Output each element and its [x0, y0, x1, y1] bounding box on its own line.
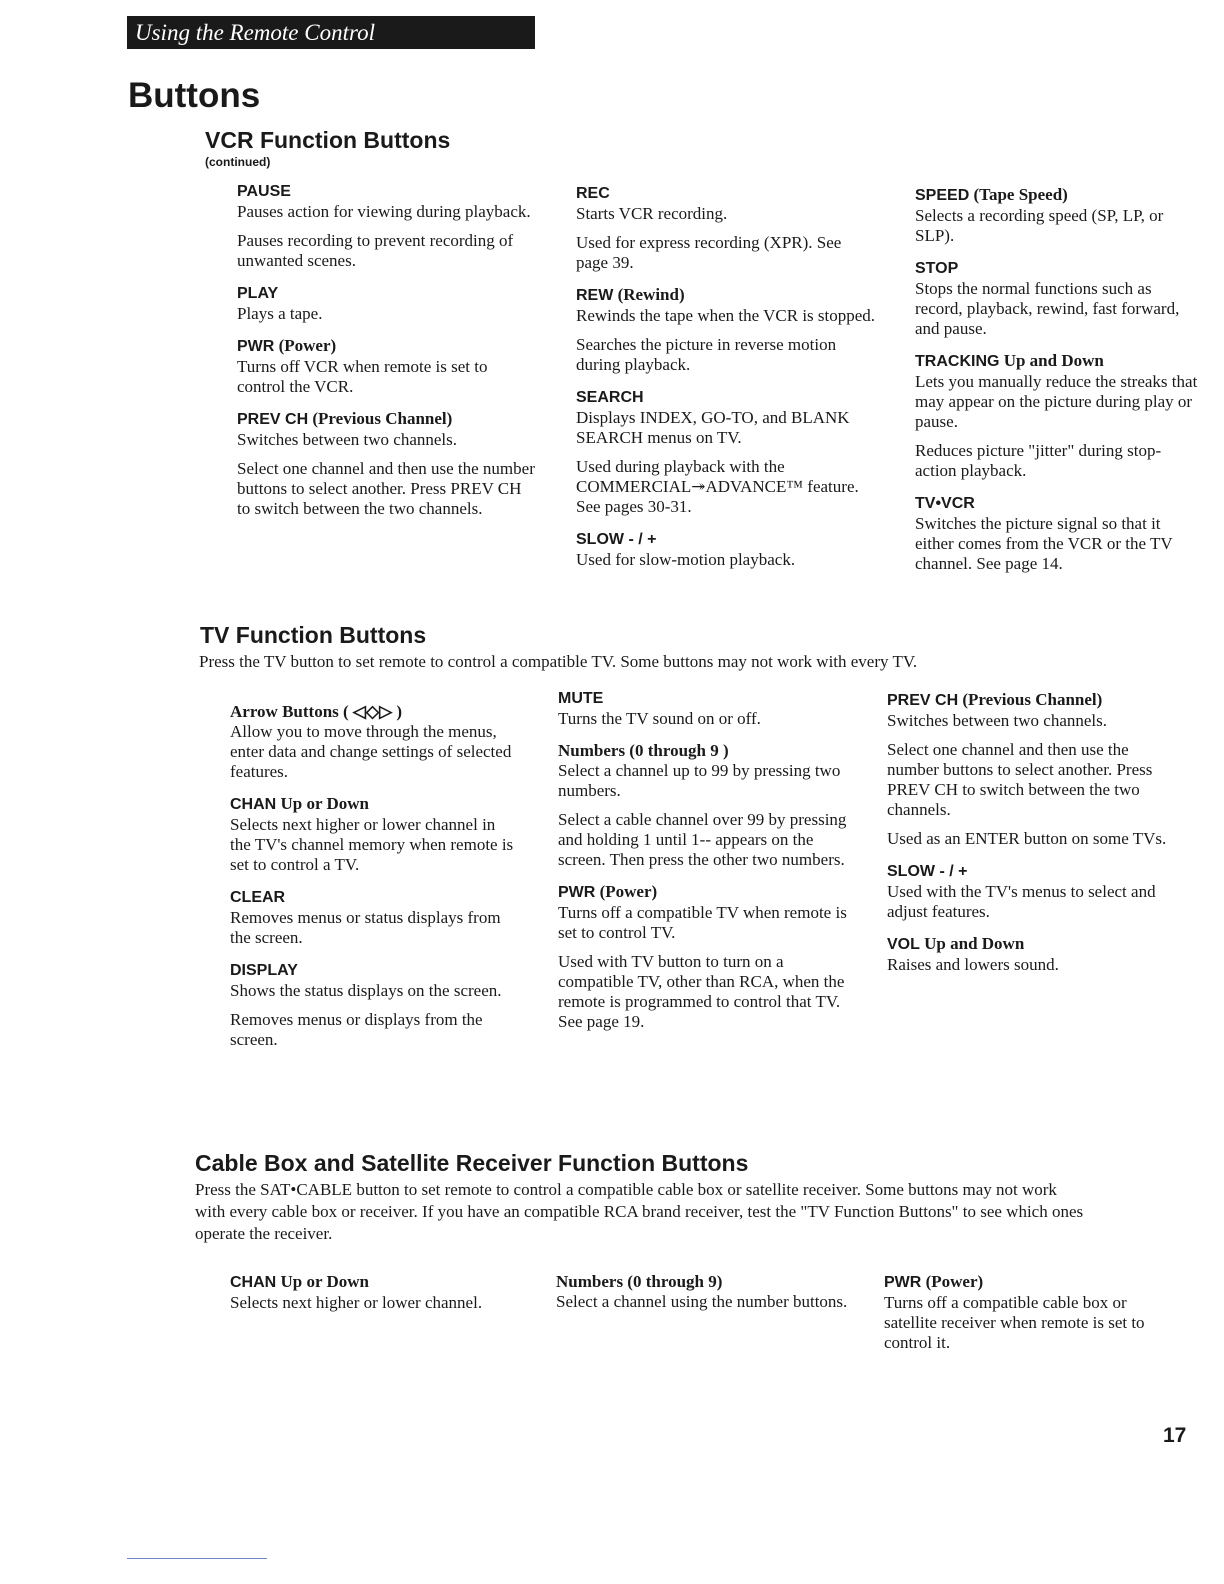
button-entry [915, 185, 1200, 246]
button-entry [576, 285, 876, 375]
button-term [558, 741, 853, 761]
button-qualifier: (Power) [599, 882, 658, 901]
button-description: Used for slow-motion playback. [576, 550, 796, 569]
button-description: Raises and lowers sound. [887, 955, 1059, 974]
button-qualifier: Arrow Buttons ( ◁◇▷ ) [230, 702, 403, 721]
button-key-name: DISPLAY [230, 962, 298, 979]
button-qualifier: Up and Down [1003, 351, 1104, 370]
button-term [237, 409, 537, 430]
button-entry [556, 1272, 851, 1312]
button-entry [915, 258, 1200, 339]
button-entry [237, 283, 537, 324]
vcr-section-heading: VCR Function Buttons [205, 127, 451, 153]
button-description: Removes menus or status displays from the screen. [230, 908, 501, 947]
button-entry [237, 409, 537, 519]
button-description: Removes menus or displays from the screen. [230, 1010, 483, 1049]
chapter-banner: Using the Remote Control [127, 16, 535, 49]
button-entry [558, 688, 853, 729]
tv-column-3 [887, 690, 1182, 987]
button-key-name: STOP [915, 260, 959, 277]
button-entry [887, 861, 1182, 922]
button-description: Switches between two channels. [887, 711, 1107, 730]
button-key-name: SLOW - / + [576, 531, 657, 548]
button-term [915, 493, 1200, 514]
button-qualifier: (Previous Channel) [312, 409, 453, 428]
vcr-column-2 [576, 183, 876, 582]
button-entry [230, 1272, 510, 1313]
cable-column-2 [556, 1272, 851, 1324]
button-entry [230, 702, 520, 782]
button-entry [915, 493, 1200, 574]
button-description: Pauses recording to prevent recording of unwanted scenes. [237, 231, 514, 270]
button-key-name: PWR [884, 1274, 922, 1291]
button-term [915, 351, 1200, 372]
page-title: Buttons [128, 76, 261, 115]
button-entry [558, 882, 853, 1032]
button-key-name: TRACKING [915, 353, 1000, 370]
vcr-column-3 [915, 185, 1200, 586]
button-entry [230, 960, 520, 1050]
button-term [558, 688, 853, 709]
button-key-name: CHAN [230, 796, 277, 813]
button-key-name: PWR [558, 884, 596, 901]
button-description: Starts VCR recording. [576, 204, 728, 223]
button-entry [915, 351, 1200, 481]
button-key-name: TV•VCR [915, 495, 975, 512]
button-description: Switches between two channels. [237, 430, 457, 449]
button-key-name: VOL [887, 936, 920, 953]
cable-column-1 [230, 1272, 510, 1325]
button-description: Used for express recording (XPR). See page 39. [576, 233, 842, 272]
button-description: Switches the picture signal so that it either comes from the VCR or the TV channel. See page 14. [915, 514, 1173, 573]
button-term [576, 285, 876, 306]
button-description: Select a channel using the number buttons. [556, 1292, 848, 1311]
button-term [887, 934, 1182, 955]
button-entry [884, 1272, 1174, 1353]
button-entry [887, 934, 1182, 975]
tv-column-2 [558, 688, 853, 1044]
button-description: Turns off VCR when remote is set to control the VCR. [237, 357, 488, 396]
button-key-name: PWR [237, 338, 275, 355]
button-term [887, 690, 1182, 711]
button-key-name: SEARCH [576, 389, 644, 406]
button-qualifier: (Tape Speed) [973, 185, 1068, 204]
button-term [556, 1272, 851, 1292]
button-entry [887, 690, 1182, 849]
button-description: Used with TV button to turn on a compatible TV, other than RCA, when the remote is programmed to control that TV. See page 19. [558, 952, 845, 1031]
button-description: Select a cable channel over 99 by pressing and holding 1 until 1-- appears on the screen. Then press the other two numbers. [558, 810, 847, 869]
button-entry [230, 794, 520, 875]
button-key-name: PLAY [237, 285, 279, 302]
button-term [576, 529, 876, 550]
button-description: Stops the normal functions such as record, playback, rewind, fast forward, and pause. [915, 279, 1180, 338]
button-description: Searches the picture in reverse motion during playback. [576, 335, 837, 374]
button-entry [558, 741, 853, 870]
button-key-name: REC [576, 185, 610, 202]
cable-section-intro: Press the SAT•CABLE button to set remote to control a compatible cable box or satellite receiver. Some buttons may not work with every cable box or receiver. If you have an compatible RCA brand receiver, test the "TV Function Buttons" to see which ones operate the receiver. [195, 1180, 1084, 1243]
button-qualifier: Numbers (0 through 9) [556, 1272, 723, 1291]
button-description: Rewinds the tape when the VCR is stopped. [576, 306, 876, 325]
page-number: 17 [1163, 1424, 1187, 1447]
button-entry [230, 887, 520, 948]
button-term [887, 861, 1182, 882]
tv-section-heading: TV Function Buttons [200, 622, 427, 648]
button-description: Selects next higher or lower channel. [230, 1293, 483, 1312]
button-term [576, 183, 876, 204]
button-description: Shows the status displays on the screen. [230, 981, 502, 1000]
button-description: Turns off a compatible cable box or satellite receiver when remote is set to control it. [884, 1293, 1145, 1352]
button-term [915, 258, 1200, 279]
button-qualifier: (Previous Channel) [962, 690, 1103, 709]
button-description: Reduces picture "jitter" during stop-action playback. [915, 441, 1162, 480]
button-key-name: SLOW - / + [887, 863, 968, 880]
button-key-name: PAUSE [237, 183, 291, 200]
button-qualifier: (Power) [925, 1272, 984, 1291]
button-entry [576, 387, 876, 517]
button-description: Selects a recording speed (SP, LP, or SLP). [915, 206, 1164, 245]
button-term [884, 1272, 1174, 1293]
button-description: Used as an ENTER button on some TVs. [887, 829, 1167, 848]
button-description: Selects next higher or lower channel in the TV's channel memory when remote is set to control a TV. [230, 815, 514, 874]
button-term [237, 283, 537, 304]
button-key-name: PREV CH [237, 411, 309, 428]
button-description: Select one channel and then use the number buttons to select another. Press PREV CH to switch between the two channels. [887, 740, 1153, 819]
vcr-column-1 [237, 181, 537, 531]
button-qualifier: (Rewind) [617, 285, 685, 304]
button-description: Select a channel up to 99 by pressing two numbers. [558, 761, 841, 800]
cable-column-3 [884, 1272, 1174, 1365]
button-term [915, 185, 1200, 206]
button-term [230, 794, 520, 815]
button-description: Turns off a compatible TV when remote is set to control TV. [558, 903, 847, 942]
button-key-name: MUTE [558, 690, 604, 707]
button-qualifier: Up or Down [280, 1272, 369, 1291]
tv-column-1 [230, 702, 520, 1062]
button-term [230, 960, 520, 981]
continued-label: (continued) [205, 155, 271, 169]
button-description: Pauses action for viewing during playback. [237, 202, 531, 221]
button-key-name: PREV CH [887, 692, 959, 709]
button-term [230, 702, 520, 722]
button-key-name: SPEED [915, 187, 970, 204]
button-description: Used during playback with the COMMERCIAL↠ADVANCE™ feature. See pages 30-31. [576, 457, 859, 516]
button-term [558, 882, 853, 903]
button-description: Select one channel and then use the number buttons to select another. Press PREV CH to switch between the two channels. [237, 459, 535, 518]
button-qualifier: Up or Down [280, 794, 369, 813]
footer-rule [127, 1558, 267, 1559]
button-term [237, 336, 537, 357]
button-description: Displays INDEX, GO-TO, and BLANK SEARCH menus on TV. [576, 408, 850, 447]
button-term [230, 1272, 510, 1293]
button-entry [576, 529, 876, 570]
button-qualifier: (Power) [278, 336, 337, 355]
button-description: Lets you manually reduce the streaks that may appear on the picture during play or pause. [915, 372, 1198, 431]
button-term [576, 387, 876, 408]
button-term [237, 181, 537, 202]
button-key-name: CLEAR [230, 889, 286, 906]
button-description: Allow you to move through the menus, enter data and change settings of selected features. [230, 722, 512, 781]
button-qualifier: Up and Down [924, 934, 1025, 953]
button-description: Plays a tape. [237, 304, 323, 323]
cable-section-heading: Cable Box and Satellite Receiver Function Buttons [195, 1150, 749, 1176]
button-qualifier: Numbers (0 through 9 ) [558, 741, 729, 760]
button-description: Turns the TV sound on or off. [558, 709, 761, 728]
button-entry [237, 181, 537, 271]
button-entry [237, 336, 537, 397]
button-key-name: CHAN [230, 1274, 277, 1291]
button-key-name: REW [576, 287, 614, 304]
tv-section-intro: Press the TV button to set remote to control a compatible TV. Some buttons may not work with every TV. [199, 652, 918, 671]
button-description: Used with the TV's menus to select and adjust features. [887, 882, 1156, 921]
button-term [230, 887, 520, 908]
button-entry [576, 183, 876, 273]
